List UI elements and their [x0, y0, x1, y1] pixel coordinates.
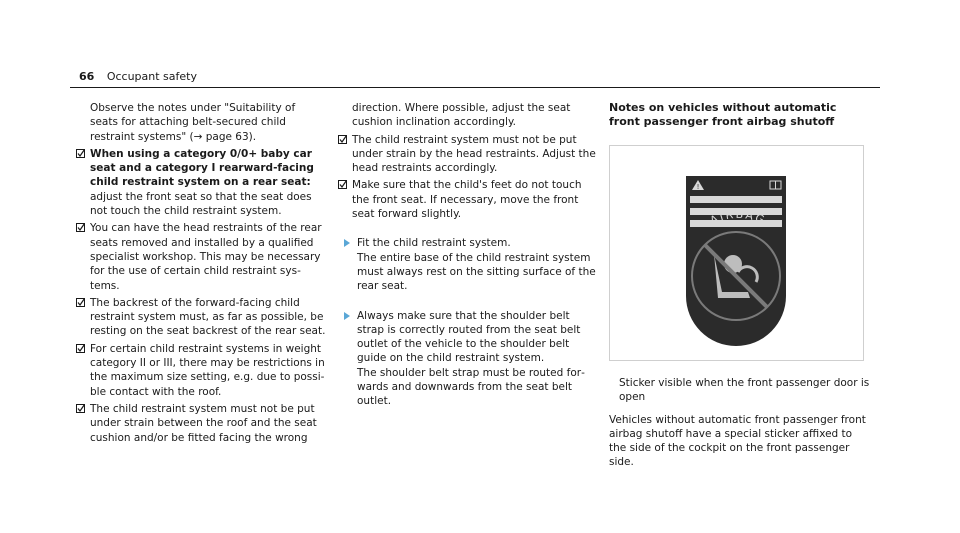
check-item	[338, 178, 596, 221]
intro-paragraph: Observe the notes under "Suitability of seats for attaching belt-secured child restraint systems" (→ page 63).	[90, 102, 296, 143]
checkbox-icon	[76, 298, 85, 307]
check-item-text: You can have the head restraints of the rear seats removed and installed by a qualified specialist workshop. This may be necessary for the use of certain child restraint systems.	[90, 222, 322, 292]
checkbox-icon	[338, 180, 347, 189]
svg-text:!: !	[696, 183, 700, 191]
checkbox-icon	[76, 223, 85, 232]
check-item	[338, 133, 596, 176]
check-item-text: The child restraint system must not be put under strain by the head restraints. Adjust the head restraints accordingly.	[352, 133, 596, 175]
check-item-text: Make sure that the child's feet do not touch the front seat. If necessary, move the front seat forward slightly.	[352, 179, 582, 221]
step-arrow-icon	[344, 239, 350, 247]
section-title: Occupant safety	[106, 70, 197, 83]
column-1	[76, 101, 326, 445]
check-item	[76, 296, 326, 339]
column-2	[338, 101, 596, 409]
check-item-text: adjust the front seat so that the seat does not touch the child restraint system.	[90, 190, 312, 218]
checkbox-icon	[338, 135, 347, 144]
checkbox-icon	[76, 344, 85, 353]
step-line: Always make sure that the shoulder belt strap is correctly routed from the seat belt outlet of the vehicle to the shoulder belt guide on the child restraint system.	[357, 309, 581, 365]
step-line: The entire base of the child restraint system must always rest on the sitting surface of the rear seat.	[357, 251, 596, 293]
check-item-text: The backrest of the forward-facing child restraint system must, as far as possible, be resting on the seat backrest of the rear seat.	[90, 296, 326, 338]
section-heading: Notes on vehicles without automatic front passenger front airbag shutoff	[609, 101, 837, 128]
instruction-step	[338, 236, 596, 293]
airbag-sticker-image	[610, 146, 863, 360]
checkbox-icon	[76, 149, 85, 158]
airbag-sticker-figure	[609, 145, 864, 361]
sticker-airbag-text: AIRBAG	[708, 207, 768, 228]
figure-caption: Sticker visible when the front passenger door is open	[619, 377, 870, 404]
checkbox-icon	[76, 404, 85, 413]
header-rule	[70, 87, 880, 88]
check-item-bold: When using a category 0/0+ baby car seat and a category I rearward-facing child restraint system on a rear seat:	[90, 147, 314, 189]
step-arrow-icon	[344, 312, 350, 320]
check-item	[76, 402, 326, 445]
check-item	[76, 342, 326, 399]
page-number: 66	[79, 70, 95, 83]
step-line: Fit the child restraint system.	[357, 237, 511, 250]
continuation-paragraph: direction. Where possible, adjust the seat cushion inclination accordingly.	[352, 102, 571, 129]
check-item	[76, 147, 326, 218]
page-header	[79, 70, 197, 84]
step-line: The shoulder belt strap must be routed forwards and downwards from the seat belt outlet.	[357, 366, 585, 408]
check-item-text: For certain child restraint systems in weight category II or III, there may be restrictions in the maximum size setting, e.g. due to possible contact with the roof.	[90, 342, 325, 398]
instruction-step	[338, 309, 596, 409]
column-3	[609, 101, 871, 470]
check-item-text: The child restraint system must not be put under strain between the roof and the seat cushion and/or be fitted facing the wrong	[90, 402, 317, 444]
check-item	[76, 221, 326, 292]
body-paragraph: Vehicles without automatic front passenger front airbag shutoff have a special sticker affixed to the side of the cockpit on the front passenger side.	[609, 413, 866, 469]
